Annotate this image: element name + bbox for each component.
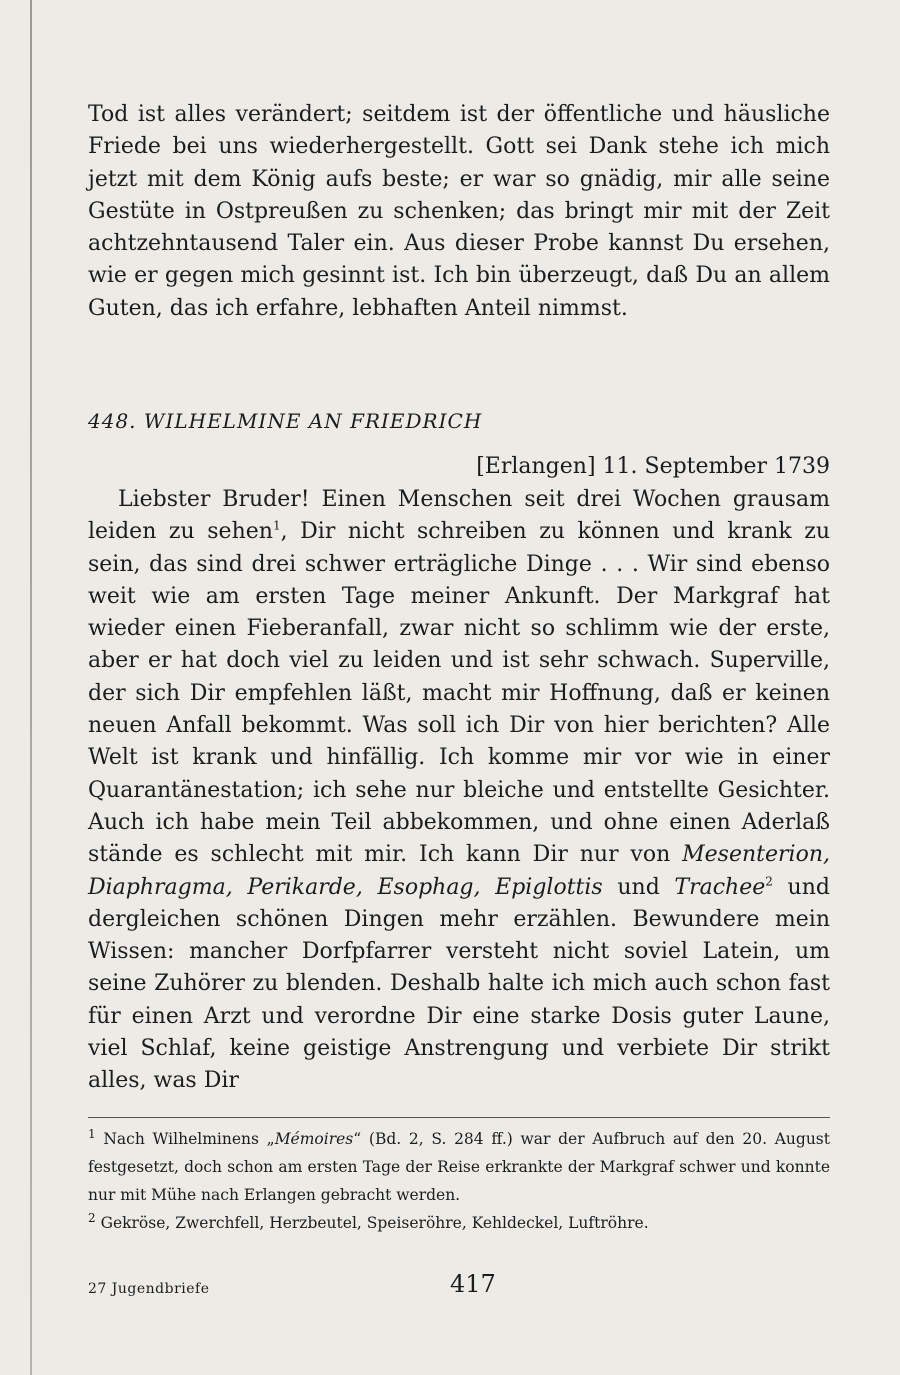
letter-heading: 448. WILHELMINE AN FRIEDRICH <box>88 409 483 433</box>
footnote-divider <box>88 1117 830 1118</box>
footnote-text: Gekröse, Zwerchfell, Herzbeutel, Speiseröhre, Kehldeckel, Luftröhre. <box>95 1214 649 1232</box>
footnote-ref: 2 <box>765 874 773 889</box>
page-edge <box>30 0 32 1375</box>
letter-text: und dergleichen schönen Dingen mehr erzählen. Bewundere mein Wissen: mancher Dorfpfarrer versteht nicht soviel Latein, um seine Zuhörer zu blenden. Deshalb halte ich mich auch schon fast für einen Arzt und verordne Dir eine starke Dosis guter Laune, viel Schlaf, keine geistige Anstrengung und verbiete Dir strikt alles, was Dir <box>88 874 830 1094</box>
letter-text: und <box>602 874 675 900</box>
footnote-1 <box>88 1125 830 1209</box>
dateline: [Erlangen] 11. September 1739 <box>476 454 830 479</box>
footnote-mark: 2 <box>88 1210 96 1225</box>
footnotes <box>88 1125 830 1237</box>
footnote-text: “ (Bd. 2, S. 284 ff.) war der Aufbruch auf den 20. August festgesetzt, doch schon am ersten Tage der Reise erkrankte der Markgraf schwer und konnte nur mit Mühe nach Erlangen gebracht werden. <box>88 1130 830 1204</box>
footnote-ref: 1 <box>272 518 281 533</box>
letter-text: , Dir nicht schreiben zu können und krank zu sein, das sind drei schwer erträgliche Dinge . . . Wir sind ebenso weit wie am ersten Tage meiner Ankunft. Der Markgraf hat wieder einen Fieberanfall, zwar nicht so schlimm wie der erste, aber er hat doch viel zu leiden und ist sehr schwach. Superville, der sich Dir empfehlen läßt, macht mir Hoffnung, daß er keinen neuen Anfall bekommt. Was soll ich Dir von hier berichten? Alle Welt ist krank und hinfällig. Ich komme mir vor wie in einer Quarantänestation; ich sehe nur bleiche und entstellte Gesichter. Auch ich habe mein Teil abbekommen, und ohne einen Aderlaß stände es schlecht mit mir. Ich kann Dir nur von <box>88 519 830 868</box>
footnote-title: Mémoires <box>274 1130 354 1148</box>
latin-term: Epiglottis <box>495 874 603 900</box>
latin-term: Mesenterion, <box>682 842 830 868</box>
footnote-mark: 1 <box>88 1126 96 1141</box>
signature-mark: 27 Jugendbriefe <box>88 1281 210 1297</box>
letter-text: Liebster Bruder! Einen Menschen seit drei Wochen grausam leiden zu sehen <box>88 487 830 545</box>
latin-term: Trachee <box>674 874 766 900</box>
footnote-text: Nach Wilhelminens „ <box>95 1130 275 1148</box>
letter-body <box>88 484 830 1098</box>
latin-term: Diaphragma, <box>88 874 233 900</box>
footnote-2 <box>88 1209 830 1237</box>
latin-term: Esophag, <box>377 874 481 900</box>
top-paragraph: Tod ist alles verändert; seitdem ist der öffentliche und häusliche Friede bei uns wiederhergestellt. Gott sei Dank stehe ich mich jetzt mit dem König aufs beste; er war so gnädig, mir alle seine Gestüte in Ostpreußen zu schenken; das bringt mir mit der Zeit achtzehntausend Taler ein. Aus dieser Probe kannst Du ersehen, wie er gegen mich gesinnt ist. Ich bin überzeugt, daß Du an allem Guten, das ich erfahre, lebhaften Anteil nimmst. <box>88 102 830 321</box>
page-number: 417 <box>450 1270 496 1298</box>
latin-term: Perikarde, <box>247 874 363 900</box>
